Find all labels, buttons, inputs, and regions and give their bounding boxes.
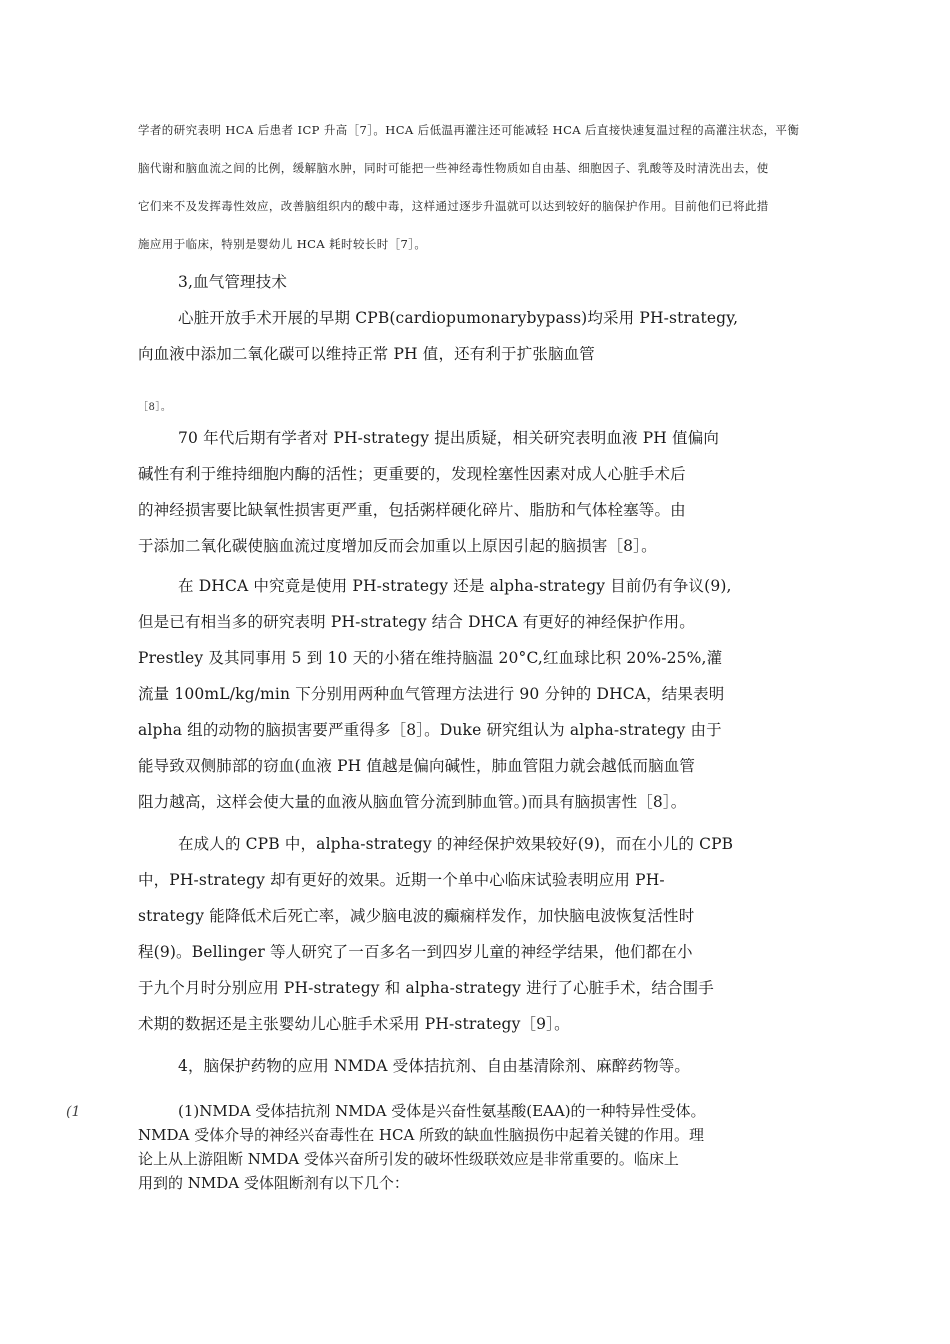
paragraph-line: 它们来不及发挥毒性效应，改善脑组织内的酸中毒，这样通过逐步升温就可以达到较好的脑保护作用。目前他们已将此措: [138, 199, 769, 213]
paragraph-line: 中，PH-strategy 却有更好的效果。近期一个单中心临床试验表明应用 PH-: [138, 871, 665, 889]
paragraph-line: 的神经损害要比缺氧性损害更严重，包括粥样硬化碎片、脂肪和气体栓塞等。由: [138, 501, 686, 519]
paragraph-line: 在 DHCA 中究竟是使用 PH-strategy 还是 alpha-strategy 目前仍有争议(9),: [178, 577, 732, 595]
paragraph-line: NMDA 受体介导的神经兴奋毒性在 HCA 所致的缺血性脑损伤中起着关键的作用。理: [138, 1126, 705, 1144]
margin-mark: (1: [66, 1104, 81, 1120]
paragraph-line: 学者的研究表明 HCA 后患者 ICP 升高［7］。HCA 后低温再灌注还可能减轻 HCA 后直接快速复温过程的高灌注状态，平衡: [138, 123, 800, 137]
paragraph-line: Prestley 及其同事用 5 到 10 天的小猪在维持脑温 20°C,红血球比积 20%-25%,灌: [138, 649, 723, 667]
paragraph-line: (1)NMDA 受体拮抗剂 NMDA 受体是兴奋性氨基酸(EAA)的一种特异性受体。: [178, 1102, 706, 1120]
paragraph-line: 70 年代后期有学者对 PH-strategy 提出质疑，相关研究表明血液 PH 值偏向: [178, 429, 720, 447]
paragraph-line: strategy 能降低术后死亡率，减少脑电波的癫痫样发作，加快脑电波恢复活性时: [138, 907, 695, 925]
paragraph-line: 能导致双侧肺部的窃血(血液 PH 值越是偏向碱性，肺血管阻力就会越低而脑血管: [138, 757, 696, 775]
paragraph-line: 阻力越高，这样会使大量的血液从脑血管分流到肺血管。)而具有脑损害性［8］。: [138, 793, 687, 811]
paragraph-line: 向血液中添加二氧化碳可以维持正常 PH 值，还有利于扩张脑血管: [138, 345, 595, 363]
paragraph-line: 心脏开放手术开展的早期 CPB(cardiopumonarybypass)均采用 PH-strategy,: [178, 309, 739, 327]
paragraph-line: 术期的数据还是主张婴幼儿心脏手术采用 PH-strategy［9］。: [138, 1015, 570, 1033]
section-heading: 3,血气管理技术: [178, 273, 287, 291]
paragraph-line: alpha 组的动物的脑损害要严重得多［8］。Duke 研究组认为 alpha-strategy 由于: [138, 721, 722, 739]
paragraph-line: 于九个月时分别应用 PH-strategy 和 alpha-strategy 进行了心脏手术，结合围手: [138, 979, 714, 997]
citation-ref: ［8］。: [138, 402, 172, 413]
paragraph-line: 流量 100mL/kg/min 下分别用两种血气管理方法进行 90 分钟的 DHCA，结果表明: [138, 685, 725, 703]
paragraph-line: 在成人的 CPB 中，alpha-strategy 的神经保护效果较好(9)，而在小儿的 CPB: [178, 835, 734, 853]
paragraph-line: 施应用于临床，特别是婴幼儿 HCA 耗时较长时［7］。: [138, 237, 427, 251]
paragraph-line: 论上从上游阻断 NMDA 受体兴奋所引发的破坏性级联效应是非常重要的。临床上: [138, 1150, 679, 1168]
paragraph-line: 碱性有利于维持细胞内酶的活性；更重要的，发现栓塞性因素对成人心脏手术后: [138, 465, 686, 483]
paragraph-line: 但是已有相当多的研究表明 PH-strategy 结合 DHCA 有更好的神经保护作用。: [138, 613, 695, 631]
paragraph-line: 于添加二氧化碳使脑血流过度增加反而会加重以上原因引起的脑损害［8］。: [138, 537, 657, 555]
paragraph-line: 脑代谢和脑血流之间的比例，缓解脑水肿，同时可能把一些神经毒性物质如自由基、细胞因子、乳酸等及时清洗出去，使: [138, 161, 769, 175]
paragraph-line: 程(9)。Bellinger 等人研究了一百多名一到四岁儿童的神经学结果，他们都在小: [138, 943, 693, 961]
paragraph-line: 用到的 NMDA 受体阻断剂有以下几个：: [138, 1174, 409, 1192]
section-heading: 4，脑保护药物的应用 NMDA 受体拮抗剂、自由基清除剂、麻醉药物等。: [178, 1057, 691, 1075]
